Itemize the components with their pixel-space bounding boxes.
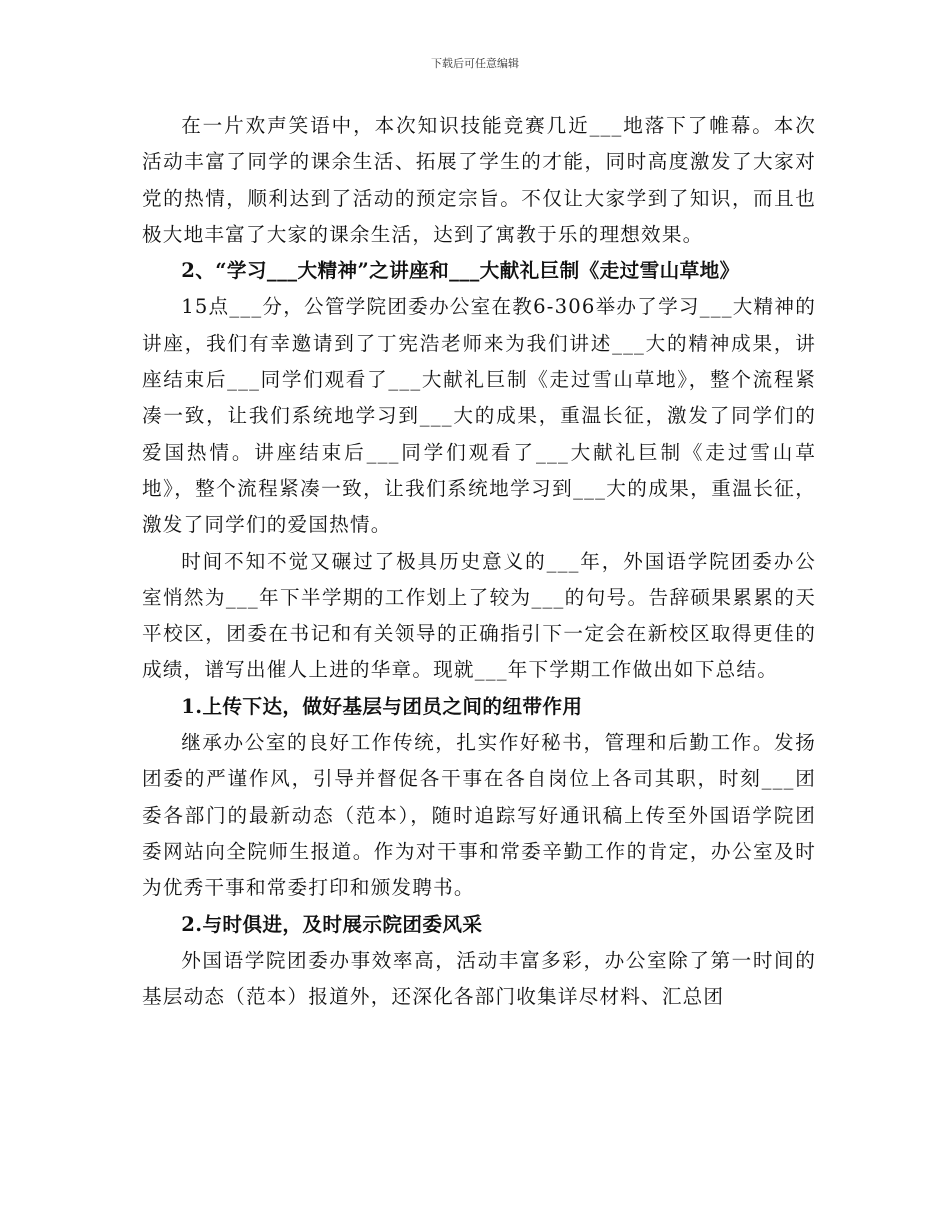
section-heading-showcase: 2.与时俱进，及时展示院团委风采 xyxy=(181,912,483,936)
section-heading-lecture: 2、“学习___大精神”之讲座和___大献礼巨制《走过雪山草地》 xyxy=(181,259,740,283)
paragraph-competition-summary: 在一片欢声笑语中，本次知识技能竞赛几近___地落下了帷幕。本次活动丰富了同学的课余生活、拓展了学生的才能，同时高度激发了大家对党的热情，顺利达到了活动的预定宗旨。不仅让大家学到了知识，而且也极大地丰富了大家的课余生活，达到了寓教于乐的理想效果。 xyxy=(142,114,816,246)
paragraph-showcase: 外国语学院团委办事效率高，活动丰富多彩，办公室除了第一时间的基层动态（范本）报道外，还深化各部门收集详尽材料、汇总团 xyxy=(142,948,816,1009)
paragraph-lecture: 15点___分，公管学院团委办公室在教6-306举办了学习___大精神的讲座，我们有幸邀请到了丁宪浩老师来为我们讲述___大的精神成果，讲座结束后___同学们观看了___大献礼巨制《走过雪山草地》，整个流程紧凑一致，让我们系统地学习到___大的成果，重温长征，激发了同学们的爱国热情。讲座结束后___同学们观看了___大献礼巨制《走过雪山草地》，整个流程紧凑一致，让我们系统地学习到___大的成果，重温长征，激发了同学们的爱国热情。 xyxy=(142,295,816,537)
document-body xyxy=(142,108,816,1015)
section-heading-liaison: 1.上传下达，做好基层与团员之间的纽带作用 xyxy=(181,694,583,718)
paragraph-semester-intro: 时间不知不觉又碾过了极具历史意义的___年，外国语学院团委办公室悄然为___年下半学期的工作划上了较为___的句号。告辞硕果累累的天平校区，团委在书记和有关领导的正确指引下一定会在新校区取得更佳的成绩，谱写出催人上进的华章。现就___年下学期工作做出如下总结。 xyxy=(142,549,816,682)
paragraph-liaison: 继承办公室的良好工作传统，扎实作好秘书，管理和后勤工作。发扬团委的严谨作风，引导并督促各干事在各自岗位上各司其职，时刻___团委各部门的最新动态（范本），随时追踪写好通讯稿上传至外国语学院团委网站向全院师生报道。作为对干事和常委辛勤工作的肯定，办公室及时为优秀干事和常委打印和颁发聘书。 xyxy=(142,731,816,900)
page-header: 下载后可任意编辑 xyxy=(431,57,519,70)
